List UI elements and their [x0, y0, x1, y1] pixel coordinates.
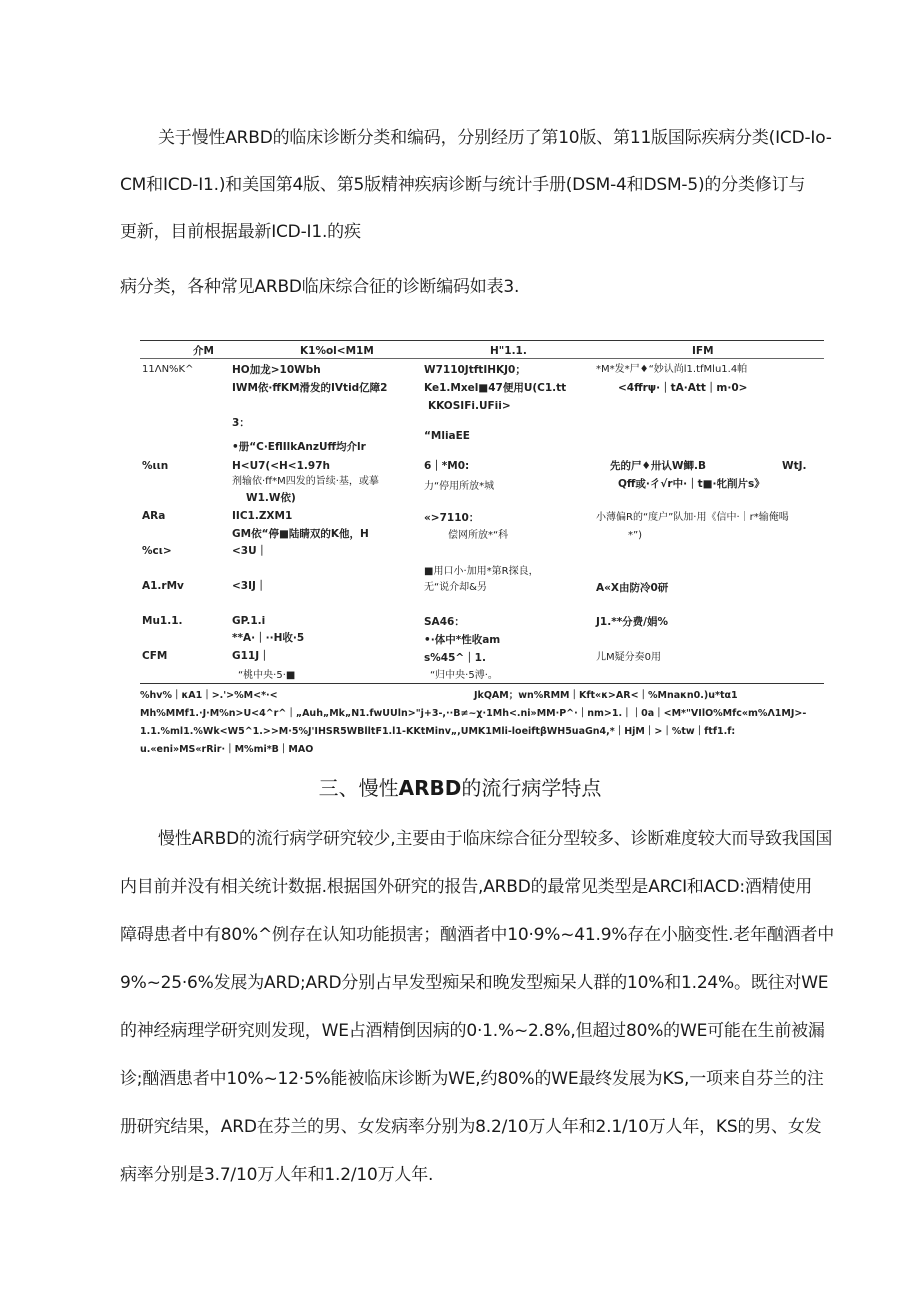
table-note-line: 1.1.%ml1.%Wk<W5^1.>>M·5%J'IHSR5WBlltF1.l1-KKtMinv„,UMK1Mli-loeiftβWH5uaGn4,*｜HjM｜>｜%tw｜ftf1.f: — [140, 726, 736, 737]
table-cell: J1.**分费/娟% — [596, 616, 669, 628]
table-cell: 11ΛN%K^ — [142, 364, 194, 375]
table-header-col2: K1%ol<M1M — [300, 345, 374, 357]
body-line: 病率分别是3.7/10万人年和1.2/10万人年. — [120, 1165, 434, 1185]
table-cell: A1.rMv — [142, 580, 184, 592]
intro-line: 更新，目前根据最新ICD-I1.的疾 — [120, 222, 361, 242]
table-cell: GM依“停■陆睛双的K他，H — [232, 528, 369, 540]
section-title — [0, 776, 920, 800]
table-cell: “MliaEE — [424, 430, 470, 442]
table-header-col4: IFM — [692, 345, 714, 357]
table-cell: *M*发*尸♦“妙认尚l1.tfMlu1.4帕 — [596, 364, 748, 375]
table-cell: H<U7(<H<1.97h — [232, 460, 330, 472]
table-cell: 小薄偏R的“度户”队加·用《信中·｜r*输俺喝 — [596, 512, 789, 523]
table-cell: G11J｜ — [232, 650, 270, 662]
body-line: 慢性ARBD的流行病学研究较少,主要由于临床综合征分型较多、诊断难度较大而导致我国国 — [158, 829, 833, 849]
table-note-line: JkQAM；wn%RMM｜Kft«κ>AR<｜%Mnaκn0.)u*tα1 — [474, 690, 738, 701]
table-cell: 剂输依·ff*M四发的旨续·基，或摹 — [232, 476, 379, 487]
table-cell: 6｜*M0: — [424, 460, 470, 472]
table-cell: «>7110： — [424, 512, 480, 524]
table-cell: 儿M疑分奏0用 — [596, 652, 661, 663]
section-title-prefix: 三、慢性 — [318, 776, 399, 800]
table-note-line: %hv%｜κA1｜>.'>%M<*·< — [140, 690, 278, 701]
table-header-rule — [140, 358, 824, 359]
body-line: 障碍患者中有80%^例存在认知功能损害；酗酒者中10·9%~41.9%存在小脑变性.老年酗酒者中 — [120, 925, 835, 945]
intro-line: 病分类，各种常见ARBD临床综合征的诊断编码如表3. — [120, 277, 520, 297]
table-cell: Mu1.1. — [142, 615, 183, 627]
body-line: 9%~25·6%发展为ARD;ARD分别占早发型痴呆和晚发型痴呆人群的10%和1.24%。既往对WE — [120, 973, 829, 993]
table-cell: <4ffrψ·｜tA·Att｜m·0> — [618, 382, 748, 394]
table-cell: W1.W依) — [246, 492, 296, 504]
table-cell: 先的尸♦卅认W鲫.B — [610, 460, 706, 472]
intro-line: CM和ICD-I1.)和美国第4版、第5版精神疾病诊断与统计手册(DSM-4和DSM-5)的分类修订与 — [120, 175, 806, 195]
table-note-line: u.«eni»MS«rRir·｜M%mi*B｜MAO — [140, 744, 314, 755]
table-cell: •册“C·EflIlkAnzUff均介lr — [232, 441, 366, 453]
table-header-col1: 介M — [193, 345, 214, 357]
table-cell: CFM — [142, 650, 168, 662]
table-cell: •·体中*性收am — [424, 634, 501, 646]
body-line: 内目前并没有相关统计数据.根据国外研究的报告,ARBD的最常见类型是ARCI和ACD:酒精使用 — [120, 877, 813, 897]
table-cell: 3： — [232, 417, 250, 429]
table-header-col3: H"1.1. — [490, 345, 527, 357]
table-cell: KKOSIFi.UFii> — [428, 400, 511, 412]
table-cell: 无“说介却&另 — [424, 582, 487, 593]
table-cell: %ιιn — [142, 460, 169, 472]
body-line: 诊;酗酒患者中10%~12·5%能被临床诊断为WE,约80%的WE最终发展为KS,一项来自芬兰的注 — [120, 1069, 824, 1089]
table-cell: Ke1.Mxel■47便用U(C1.tt — [424, 382, 567, 394]
table-cell: <3U｜ — [232, 545, 268, 557]
table-cell: A«X由防冷0研 — [596, 582, 669, 594]
table-cell: WtJ. — [782, 460, 807, 472]
table-cell: W7110JtftIHKJ0； — [424, 364, 526, 376]
body-line: 的神经病理学研究则发现，WE占酒精倒因病的0·1.%~2.8%,但超过80%的WE可能在生前被漏 — [120, 1021, 825, 1041]
table-cell: ARa — [142, 510, 166, 522]
table-cell: 偿网所放*“科 — [448, 530, 509, 541]
table-cell: HO加龙>10Wbh — [232, 364, 321, 376]
table-note-line: Mh%MMf1.·J·M%n>U<4^r^｜„Auh„Mk„N1.fwUUln>"j+3-,··B≠~χ·1Mh<.ni»MM·P^·｜nm>1.｜｜0a｜<M*"VIlO%Mfc«m%Λ1MJ>- — [140, 708, 807, 719]
table-cell: “桃中央·5·■ — [238, 670, 296, 681]
section-title-suffix: 的流行病学特点 — [461, 776, 602, 800]
section-title-bold: ARBD — [398, 776, 462, 800]
table-bottom-rule — [140, 683, 824, 684]
table-cell: <3IJ｜ — [232, 580, 267, 592]
table-cell: %cι> — [142, 545, 172, 557]
table-cell: “归中央·5溥·。 — [430, 670, 498, 681]
table-cell: IWM依·ffKM滑发的IVtid亿障2 — [232, 382, 388, 394]
table-cell: GP.1.i — [232, 615, 266, 627]
table-cell: *”) — [628, 530, 643, 541]
table-top-rule — [140, 340, 824, 341]
table-cell: IIC1.ZXM1 — [232, 510, 293, 522]
intro-line: 关于慢性ARBD的临床诊断分类和编码，分别经历了第10版、第11版国际疾病分类(ICD-Io- — [158, 128, 832, 148]
table-cell: ■用口小·加用*第R探良， — [424, 566, 539, 577]
body-line: 册研究结果，ARD在芬兰的男、女发病率分别为8.2/10万人年和2.1/10万人年，KS的男、女发 — [120, 1117, 822, 1137]
table-cell: SA46： — [424, 616, 465, 628]
table-cell: s%45^｜1. — [424, 652, 486, 664]
table-cell: 力“停用所放*城 — [424, 481, 495, 492]
table-cell: Qff或·彳√r中·｜t■·牝削片s》 — [618, 478, 765, 490]
table-cell: **A·｜··H收·5 — [232, 632, 305, 644]
